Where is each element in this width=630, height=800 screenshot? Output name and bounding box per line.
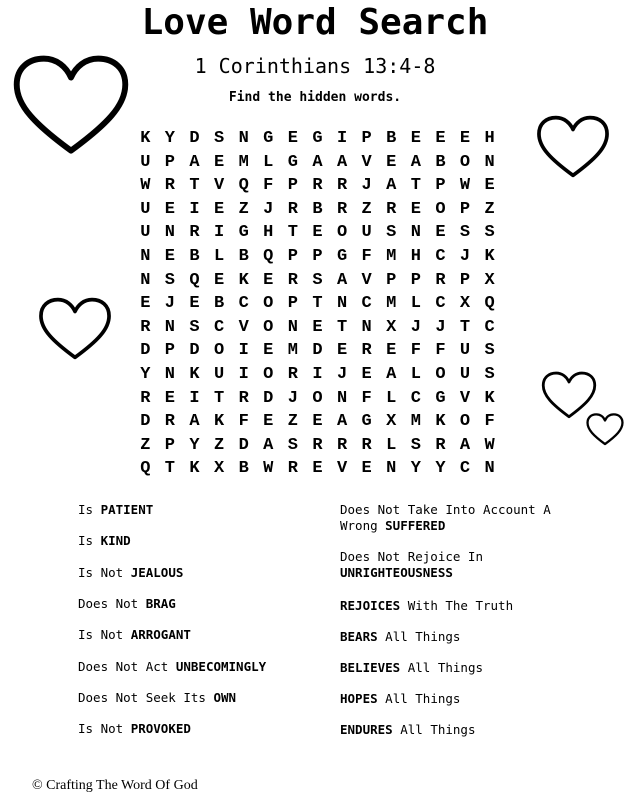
grid-letter[interactable]: P <box>287 294 298 314</box>
grid-letter[interactable]: V <box>238 317 249 337</box>
grid-letter[interactable]: E <box>361 459 372 479</box>
clue-text: All Things <box>392 722 476 737</box>
grid-letter[interactable]: I <box>238 341 249 361</box>
grid-letter[interactable]: X <box>213 459 225 479</box>
grid-letter[interactable]: N <box>336 294 348 314</box>
grid-letter[interactable]: K <box>238 270 249 290</box>
grid-letter[interactable]: P <box>459 199 471 219</box>
grid-letter[interactable]: R <box>140 317 151 337</box>
grid-letter[interactable]: A <box>386 176 397 196</box>
grid-letter[interactable]: Q <box>238 176 249 196</box>
clue-word: ARROGANT <box>130 627 191 643</box>
grid-letter[interactable]: T <box>287 223 298 243</box>
grid-letter[interactable]: V <box>361 270 372 290</box>
grid-letter[interactable]: Y <box>164 129 175 148</box>
grid-letter[interactable]: N <box>140 270 151 290</box>
clue-word: UNRIGHTEOUSNESS <box>340 565 453 580</box>
grid-letter[interactable]: L <box>386 388 397 408</box>
grid-letter[interactable]: H <box>410 246 421 266</box>
grid-letter[interactable]: K <box>484 246 495 266</box>
grid-letter[interactable]: Y <box>189 435 200 455</box>
clue-text: Is <box>78 533 101 549</box>
grid-letter[interactable]: L <box>386 435 397 455</box>
grid-letter[interactable]: I <box>336 129 348 148</box>
grid-letter[interactable]: E <box>312 223 323 243</box>
grid-letter[interactable]: L <box>263 152 274 172</box>
grid-letter[interactable]: W <box>459 176 471 196</box>
grid-letter[interactable]: D <box>312 341 323 361</box>
grid-letter[interactable]: D <box>263 388 274 408</box>
page-title: Love Word Search <box>141 2 489 43</box>
heart-icon <box>536 114 610 182</box>
grid-letter[interactable]: B <box>386 129 397 148</box>
grid-letter[interactable]: S <box>312 270 323 290</box>
grid-letter[interactable]: V <box>213 176 225 196</box>
grid-letter[interactable]: E <box>140 294 151 314</box>
word-clue <box>78 502 153 518</box>
grid-letter[interactable]: S <box>164 270 175 290</box>
grid-letter[interactable]: P <box>435 176 446 196</box>
grid-letter[interactable]: N <box>484 459 495 479</box>
grid-letter[interactable]: C <box>435 246 446 266</box>
grid-letter[interactable]: D <box>140 341 151 361</box>
grid-letter[interactable]: R <box>287 199 298 219</box>
grid-letter[interactable]: P <box>361 129 372 148</box>
grid-letter[interactable]: U <box>140 152 151 172</box>
grid-letter[interactable]: E <box>410 199 421 219</box>
grid-letter[interactable]: I <box>312 364 323 384</box>
grid-letter[interactable]: A <box>336 152 348 172</box>
grid-letter[interactable]: N <box>287 317 298 337</box>
grid-letter[interactable]: S <box>484 364 495 384</box>
grid-letter[interactable]: E <box>386 341 397 361</box>
clue-text: All Things <box>377 629 461 644</box>
grid-letter[interactable]: N <box>164 317 175 337</box>
grid-letter[interactable]: P <box>410 270 421 290</box>
grid-letter[interactable]: D <box>189 129 200 148</box>
grid-letter[interactable]: C <box>238 294 249 314</box>
clue-word: PROVOKED <box>130 721 191 737</box>
grid-letter[interactable]: R <box>361 435 372 455</box>
grid-letter[interactable]: J <box>435 317 446 337</box>
grid-letter[interactable]: E <box>312 317 323 337</box>
grid-letter[interactable]: V <box>361 152 372 172</box>
heart-icon <box>586 412 624 448</box>
grid-letter[interactable]: O <box>312 388 323 408</box>
grid-letter[interactable]: J <box>164 294 175 314</box>
grid-letter[interactable]: F <box>361 388 372 408</box>
grid-letter[interactable]: B <box>189 246 200 266</box>
grid-letter[interactable]: R <box>164 176 175 196</box>
grid-letter[interactable]: C <box>410 388 421 408</box>
grid-letter[interactable]: K <box>435 412 446 432</box>
copyright-footer: © Crafting The Word Of God <box>32 778 198 793</box>
word-clue <box>78 533 131 549</box>
grid-letter[interactable]: Q <box>140 459 151 479</box>
grid-letter[interactable]: M <box>238 152 249 172</box>
grid-letter[interactable]: N <box>140 246 151 266</box>
word-clue <box>78 596 176 612</box>
grid-letter[interactable]: M <box>386 246 397 266</box>
grid-letter[interactable]: R <box>336 199 348 219</box>
grid-letter[interactable]: D <box>189 341 200 361</box>
grid-letter[interactable]: H <box>484 129 495 148</box>
grid-letter[interactable]: M <box>287 341 298 361</box>
clue-text: All Things <box>377 691 461 706</box>
grid-letter[interactable]: S <box>287 435 298 455</box>
grid-letter[interactable]: P <box>459 270 471 290</box>
grid-letter[interactable]: P <box>164 435 175 455</box>
grid-letter[interactable]: E <box>484 176 495 196</box>
grid-letter[interactable]: E <box>312 412 323 432</box>
heart-icon <box>38 296 112 364</box>
grid-letter[interactable]: B <box>238 246 249 266</box>
grid-letter[interactable]: G <box>263 129 274 148</box>
grid-letter[interactable]: R <box>312 176 323 196</box>
heart-icon <box>12 52 130 162</box>
word-clue <box>340 629 460 645</box>
grid-letter[interactable]: E <box>312 459 323 479</box>
grid-letter[interactable]: T <box>410 176 421 196</box>
grid-letter[interactable]: U <box>213 364 225 384</box>
grid-letter[interactable]: R <box>287 364 298 384</box>
grid-letter[interactable]: X <box>386 412 397 432</box>
grid-letter[interactable]: P <box>164 341 175 361</box>
grid-letter[interactable]: P <box>287 176 298 196</box>
word-clue <box>340 549 483 581</box>
grid-letter[interactable]: E <box>459 129 471 148</box>
grid-letter[interactable]: E <box>263 412 274 432</box>
grid-letter[interactable]: O <box>336 223 348 243</box>
word-search-grid <box>133 127 502 481</box>
grid-letter[interactable]: L <box>410 364 421 384</box>
grid-letter[interactable]: U <box>140 199 151 219</box>
grid-letter[interactable]: E <box>263 270 274 290</box>
word-clue <box>78 721 191 737</box>
grid-letter[interactable]: E <box>164 199 175 219</box>
clue-word: UNBECOMINGLY <box>175 658 267 674</box>
grid-letter[interactable]: D <box>140 412 151 432</box>
clue-word: REJOICES <box>340 598 401 613</box>
grid-letter[interactable]: S <box>213 129 225 148</box>
grid-letter[interactable]: G <box>336 246 348 266</box>
clue-word: BRAG <box>145 595 176 611</box>
grid-letter[interactable]: N <box>164 223 175 243</box>
grid-letter[interactable]: S <box>484 341 495 361</box>
grid-letter[interactable]: C <box>484 317 495 337</box>
grid-letter[interactable]: O <box>263 317 274 337</box>
grid-letter[interactable]: R <box>140 388 151 408</box>
grid-letter[interactable]: F <box>238 412 249 432</box>
grid-letter[interactable]: F <box>361 246 372 266</box>
grid-letter[interactable]: R <box>164 412 175 432</box>
grid-letter[interactable]: E <box>287 129 298 148</box>
grid-letter[interactable]: I <box>238 364 249 384</box>
grid-letter[interactable]: T <box>312 294 323 314</box>
grid-letter[interactable]: T <box>336 317 348 337</box>
grid-letter[interactable]: Q <box>189 270 200 290</box>
grid-letter[interactable]: O <box>263 294 274 314</box>
grid-letter[interactable]: A <box>189 412 200 432</box>
grid-letter[interactable]: P <box>287 246 298 266</box>
grid-letter[interactable]: R <box>336 176 348 196</box>
grid-letter[interactable]: A <box>410 152 421 172</box>
grid-letter[interactable]: P <box>164 152 175 172</box>
grid-letter[interactable]: I <box>213 223 225 243</box>
grid-letter[interactable]: S <box>386 223 397 243</box>
grid-letter[interactable]: R <box>435 270 446 290</box>
grid-letter[interactable]: A <box>263 435 274 455</box>
grid-letter[interactable]: F <box>410 341 421 361</box>
grid-letter[interactable]: C <box>213 317 225 337</box>
clue-text: Does Not Act <box>78 658 176 674</box>
grid-letter[interactable]: E <box>213 199 225 219</box>
grid-letter[interactable]: N <box>386 459 397 479</box>
grid-letter[interactable]: T <box>459 317 471 337</box>
grid-letter[interactable]: P <box>312 246 323 266</box>
grid-letter[interactable]: S <box>484 223 495 243</box>
word-clue <box>78 565 183 581</box>
clue-text: With The Truth <box>400 598 514 613</box>
word-clue <box>340 691 460 707</box>
grid-letter[interactable]: R <box>386 199 397 219</box>
grid-letter[interactable]: A <box>336 412 348 432</box>
clue-word: JEALOUS <box>130 564 184 580</box>
word-clue <box>78 690 236 706</box>
clue-text: Is Not <box>78 721 131 737</box>
grid-letter[interactable]: E <box>213 152 225 172</box>
grid-letter[interactable]: E <box>164 388 175 408</box>
grid-letter[interactable]: Y <box>140 364 151 384</box>
grid-letter[interactable]: Z <box>213 435 225 455</box>
grid-letter[interactable]: R <box>312 435 323 455</box>
grid-letter[interactable]: R <box>189 223 200 243</box>
clue-word: OWN <box>213 689 237 705</box>
grid-letter[interactable]: R <box>287 270 298 290</box>
grid-letter[interactable]: B <box>213 294 225 314</box>
clue-text: Is Not <box>78 627 131 643</box>
clue-word: BELIEVES <box>340 660 401 675</box>
grid-letter[interactable]: G <box>435 388 446 408</box>
grid-letter[interactable]: O <box>263 364 274 384</box>
clue-word: HOPES <box>340 691 378 706</box>
word-clue <box>340 598 513 614</box>
grid-letter[interactable]: C <box>435 294 446 314</box>
grid-letter[interactable]: J <box>336 364 348 384</box>
clue-word: PATIENT <box>100 502 154 517</box>
grid-letter[interactable]: S <box>189 317 200 337</box>
grid-letter[interactable]: R <box>287 459 298 479</box>
grid-letter[interactable]: Y <box>435 459 446 479</box>
grid-letter[interactable]: K <box>189 459 200 479</box>
grid-letter[interactable]: W <box>263 459 274 479</box>
clue-text: Does Not Take Into Account A <box>340 502 551 517</box>
grid-letter[interactable]: U <box>140 223 151 243</box>
grid-letter[interactable]: V <box>459 388 471 408</box>
grid-letter[interactable]: X <box>386 317 397 337</box>
grid-letter[interactable]: N <box>336 388 348 408</box>
grid-letter[interactable]: K <box>140 129 151 148</box>
scripture-reference: 1 Corinthians 13:4-8 <box>194 54 436 78</box>
clue-text: Is Not <box>78 564 131 580</box>
word-clue <box>340 660 483 676</box>
grid-letter[interactable]: D <box>238 435 249 455</box>
grid-letter[interactable]: T <box>189 176 200 196</box>
grid-letter[interactable]: E <box>213 270 225 290</box>
grid-letter[interactable]: F <box>435 341 446 361</box>
grid-letter[interactable]: E <box>164 246 175 266</box>
grid-letter[interactable]: N <box>484 152 495 172</box>
grid-letter[interactable]: J <box>361 176 372 196</box>
grid-letter[interactable]: S <box>459 223 471 243</box>
grid-letter[interactable]: G <box>312 129 323 148</box>
grid-letter[interactable]: A <box>189 152 200 172</box>
grid-letter[interactable]: G <box>361 412 372 432</box>
grid-letter[interactable]: J <box>459 246 471 266</box>
grid-letter[interactable]: R <box>238 388 249 408</box>
clue-text: Does Not Seek Its <box>78 689 214 705</box>
clue-word: BEARS <box>340 629 378 644</box>
grid-letter[interactable]: S <box>410 435 421 455</box>
clue-text: Is <box>78 502 101 517</box>
grid-letter[interactable]: G <box>287 152 298 172</box>
grid-letter[interactable]: N <box>361 317 372 337</box>
clue-text: Does Not Rejoice In <box>340 549 483 564</box>
grid-letter[interactable]: N <box>238 129 249 148</box>
grid-letter[interactable]: Z <box>361 199 372 219</box>
grid-letter[interactable]: Z <box>287 412 298 432</box>
clue-text: Wrong <box>340 518 386 533</box>
grid-letter[interactable]: E <box>386 152 397 172</box>
grid-letter[interactable]: E <box>263 341 274 361</box>
grid-letter[interactable]: O <box>459 412 471 432</box>
grid-letter[interactable]: F <box>484 412 495 432</box>
grid-letter[interactable]: U <box>361 223 372 243</box>
grid-letter[interactable]: I <box>189 199 200 219</box>
grid-letter[interactable]: O <box>435 199 446 219</box>
grid-letter[interactable]: X <box>459 294 471 314</box>
grid-letter[interactable]: C <box>459 459 471 479</box>
grid-letter[interactable]: T <box>164 459 175 479</box>
grid-letter[interactable]: O <box>435 364 446 384</box>
grid-letter[interactable]: J <box>410 317 421 337</box>
word-clue <box>78 627 191 643</box>
grid-letter[interactable]: Q <box>263 246 274 266</box>
grid-letter[interactable]: K <box>484 388 495 408</box>
grid-letter[interactable]: C <box>361 294 372 314</box>
grid-letter[interactable]: W <box>484 435 495 455</box>
clue-text: Does Not <box>78 595 146 611</box>
grid-letter[interactable]: V <box>336 459 348 479</box>
grid-letter[interactable]: E <box>361 364 372 384</box>
clue-word: KIND <box>100 533 131 549</box>
word-clue <box>340 502 551 534</box>
grid-letter[interactable]: B <box>238 459 249 479</box>
grid-letter[interactable]: I <box>189 388 200 408</box>
grid-letter[interactable]: H <box>263 223 274 243</box>
grid-letter[interactable]: K <box>213 412 225 432</box>
grid-letter[interactable]: E <box>189 294 200 314</box>
grid-letter[interactable]: X <box>484 270 495 290</box>
grid-letter[interactable]: E <box>435 223 446 243</box>
grid-letter[interactable]: L <box>410 294 421 314</box>
grid-letter[interactable]: W <box>140 176 151 196</box>
instruction-text: Find the hidden words. <box>228 90 402 105</box>
grid-letter[interactable]: R <box>336 435 348 455</box>
grid-letter[interactable]: Y <box>410 459 421 479</box>
grid-letter[interactable]: Z <box>238 199 249 219</box>
grid-letter[interactable]: Z <box>140 435 151 455</box>
grid-letter[interactable]: M <box>386 294 397 314</box>
grid-letter[interactable]: R <box>361 341 372 361</box>
grid-letter[interactable]: M <box>410 412 421 432</box>
grid-letter[interactable]: O <box>213 341 225 361</box>
grid-letter[interactable]: J <box>263 199 274 219</box>
grid-letter[interactable]: N <box>164 364 175 384</box>
word-clue <box>340 722 475 738</box>
grid-letter[interactable]: A <box>336 270 348 290</box>
grid-letter[interactable]: N <box>410 223 421 243</box>
grid-letter[interactable]: G <box>238 223 249 243</box>
grid-letter[interactable]: E <box>336 341 348 361</box>
grid-letter[interactable]: Z <box>484 199 495 219</box>
grid-letter[interactable]: R <box>435 435 446 455</box>
grid-letter[interactable]: Q <box>484 294 495 314</box>
clue-text: All Things <box>400 660 484 675</box>
grid-letter[interactable]: A <box>386 364 397 384</box>
grid-letter[interactable]: P <box>386 270 397 290</box>
grid-letter[interactable]: B <box>312 199 323 219</box>
clue-word: SUFFERED <box>385 518 446 533</box>
grid-letter[interactable]: A <box>459 435 471 455</box>
grid-letter[interactable]: T <box>213 388 225 408</box>
word-clue <box>78 659 266 675</box>
grid-letter[interactable]: E <box>435 129 446 148</box>
grid-letter[interactable]: F <box>263 176 274 196</box>
grid-letter[interactable]: O <box>459 152 471 172</box>
clue-word: ENDURES <box>340 722 393 737</box>
grid-letter[interactable]: U <box>459 364 471 384</box>
grid-letter[interactable]: J <box>287 388 298 408</box>
grid-letter[interactable]: E <box>410 129 421 148</box>
grid-letter[interactable]: U <box>459 341 471 361</box>
grid-letter[interactable]: B <box>435 152 446 172</box>
grid-letter[interactable]: A <box>312 152 323 172</box>
grid-letter[interactable]: K <box>189 364 200 384</box>
grid-letter[interactable]: L <box>213 246 225 266</box>
